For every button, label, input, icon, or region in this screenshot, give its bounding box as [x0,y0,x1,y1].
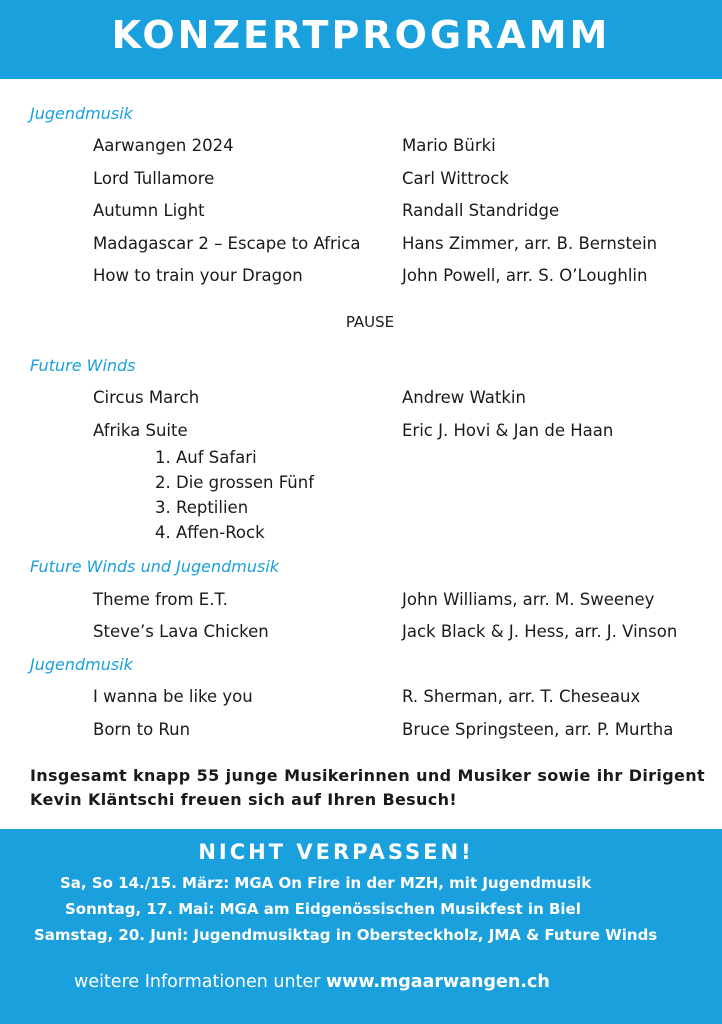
event-item: Sonntag, 17. Mai: MGA am Eidgenössischen Musikfest in Biel [65,900,581,918]
piece-title: Theme from E.T. [93,590,228,609]
section-title-combined: Future Winds und Jugendmusik [30,557,280,576]
piece-title: Lord Tullamore [93,169,215,188]
event-item: Samstag, 20. Juni: Jugendmusiktag in Obersteckholz, JMA & Future Winds [34,926,658,944]
section-title-jugendmusik: Jugendmusik [30,655,133,674]
footer-banner [0,829,722,1024]
piece-title: Steve’s Lava Chicken [93,622,269,641]
piece-title: Circus March [93,388,200,407]
composer-name: Hans Zimmer, arr. B. Bernstein [402,234,658,253]
composer-name: Carl Wittrock [402,169,509,188]
composer-name: Jack Black & J. Hess, arr. J. Vinson [402,622,678,641]
piece-title: Autumn Light [93,201,205,220]
page-title: KONZERTPROGRAMM [111,13,611,57]
header-banner [0,0,722,79]
more-info-line [74,972,550,992]
piece-title: How to train your Dragon [93,266,303,285]
closing-statement: Insgesamt knapp 55 junge Musikerinnen und Musiker sowie ihr Dirigent Kevin Kläntschi freuen sich auf Ihren Besuch! [30,766,705,809]
composer-name: John Williams, arr. M. Sweeney [402,590,655,609]
composer-name: John Powell, arr. S. O’Loughlin [402,266,648,285]
footer-title: NICHT VERPASSEN! [198,840,474,864]
movement-item: 4. Affen-Rock [155,523,265,542]
piece-title: I wanna be like you [93,687,253,706]
composer-name: R. Sherman, arr. T. Cheseaux [402,687,641,706]
event-item: Sa, So 14./15. März: MGA On Fire in der MZH, mit Jugendmusik [60,874,592,892]
movement-item: 2. Die grossen Fünf [155,473,315,492]
composer-name: Randall Standridge [402,201,560,220]
piece-title: Aarwangen 2024 [93,136,234,155]
section-title-future-winds: Future Winds [30,356,136,375]
composer-name: Andrew Watkin [402,388,526,407]
more-info-text: weitere Informationen unter [74,972,321,992]
composer-name: Bruce Springsteen, arr. P. Murtha [402,720,674,739]
pause-label: PAUSE [345,313,395,331]
piece-title: Madagascar 2 – Escape to Africa [93,234,361,253]
piece-title: Born to Run [93,720,191,739]
movement-item: 3. Reptilien [155,498,249,517]
piece-title: Afrika Suite [93,421,188,440]
composer-name: Mario Bürki [402,136,496,155]
movement-item: 1. Auf Safari [155,448,257,467]
composer-name: Eric J. Hovi & Jan de Haan [402,421,614,440]
website-link[interactable]: www.mgaarwangen.ch [326,972,550,992]
section-title-jugendmusik: Jugendmusik [30,104,133,123]
